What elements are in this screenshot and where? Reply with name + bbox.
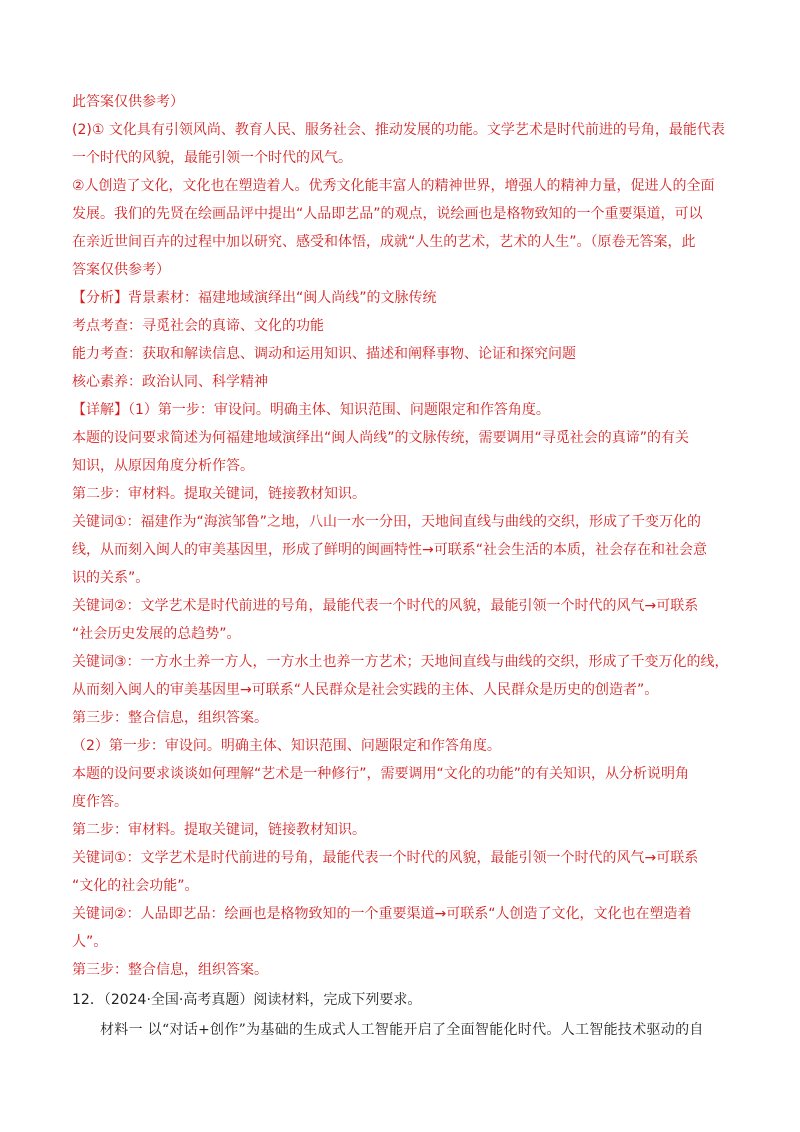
question-header: 12．（2024·全国·高考真题）阅读材料，完成下列要求。: [72, 992, 422, 1008]
answer-line: 在亲近世间百卉的过程中加以研究、感受和体悟，成就“人生的艺术，艺术的人生”。（原卷无答案，此: [72, 234, 696, 250]
answer-line: 发展。我们的先贤在绘画品评中提出“人品即艺品”的观点，说绘画也是格物致知的一个重要渠道，可以: [72, 206, 703, 222]
explanation-line: 度作答。: [72, 794, 128, 810]
document-body: [72, 88, 732, 1044]
explanation-line: 本题的设问要求谈谈如何理解“艺术是一种修行”，需要调用“文化的功能”的有关知识，从分析说明角: [72, 766, 690, 782]
explanation-line: 关键词③：一方水土养一方人，一方水土也养一方艺术；天地间直线与曲线的交织，形成了千变万化的线，: [72, 654, 729, 670]
explanation-line: （2）第一步：审设问。明确主体、知识范围、问题限定和作答角度。: [72, 738, 501, 754]
explanation-line: 本题的设问要求简述为何福建地域演绎出“闽人尚线”的文脉传统，需要调用“寻觅社会的真谛”的有关: [72, 430, 690, 446]
explanation-line: 线，从而刻入闽人的审美基因里，形成了鲜明的闽画特性→可联系“社会生活的本质，社会存在和社会意: [72, 542, 707, 558]
explanation-line: “文化的社会功能”。: [72, 878, 199, 894]
analysis-line: 核心素养：政治认同、科学精神: [72, 374, 268, 390]
explanation-line: 第二步：审材料。提取关键词，链接教材知识。: [72, 486, 366, 502]
answer-line: 此答案仅供参考）: [72, 94, 184, 110]
analysis-line: 【分析】背景素材：福建地域演绎出“闽人尚线”的文脉传统: [72, 290, 437, 306]
answer-line: (2)① 文化具有引领风尚、教育人民、服务社会、推动发展的功能。文学艺术是时代前进的号角，最能代表: [72, 122, 725, 138]
explanation-line: 第三步：整合信息，组织答案。: [72, 710, 268, 726]
explanation-line: 从而刻入闽人的审美基因里→可联系“人民群众是社会实践的主体、人民群众是历史的创造者”。: [72, 682, 659, 698]
answer-line: 一个时代的风貌，最能引领一个时代的风气。: [72, 150, 352, 166]
analysis-line: 考点考查：寻觅社会的真谛、文化的功能: [72, 318, 324, 334]
explanation-line: “社会历史发展的总趋势”。: [72, 626, 241, 642]
explanation-line: 第三步：整合信息，组织答案。: [72, 962, 268, 978]
explanation-line: 人”。: [72, 934, 108, 950]
explanation-line: 关键词①：文学艺术是时代前进的号角，最能代表一个时代的风貌，最能引领一个时代的风气→可联系: [72, 850, 699, 866]
answer-line: 答案仅供参考）: [72, 262, 170, 278]
answer-line: ②人创造了文化，文化也在塑造着人。优秀文化能丰富人的精神世界，增强人的精神力量，促进人的全面: [72, 178, 715, 194]
explanation-line: 【详解】（1）第一步：审设问。明确主体、知识范围、问题限定和作答角度。: [72, 402, 550, 418]
material-text: 材料一 以“对话+创作”为基础的生成式人工智能开启了全面智能化时代。人工智能技术驱动的自: [100, 1022, 704, 1038]
explanation-line: 第二步：审材料。提取关键词，链接教材知识。: [72, 822, 366, 838]
analysis-line: 能力考查：获取和解读信息、调动和运用知识、描述和阐释事物、论证和探究问题: [72, 346, 576, 362]
explanation-line: 知识，从原因角度分析作答。: [72, 458, 254, 474]
explanation-line: 识的关系”。: [72, 570, 150, 586]
explanation-line: 关键词②：文学艺术是时代前进的号角，最能代表一个时代的风貌，最能引领一个时代的风气→可联系: [72, 598, 699, 614]
explanation-line: 关键词②：人品即艺品：绘画也是格物致知的一个重要渠道→可联系“人创造了文化，文化也在塑造着: [72, 906, 692, 922]
explanation-line: 关键词①：福建作为“海滨邹鲁”之地，八山一水一分田，天地间直线与曲线的交织，形成了千变万化的: [72, 514, 702, 530]
